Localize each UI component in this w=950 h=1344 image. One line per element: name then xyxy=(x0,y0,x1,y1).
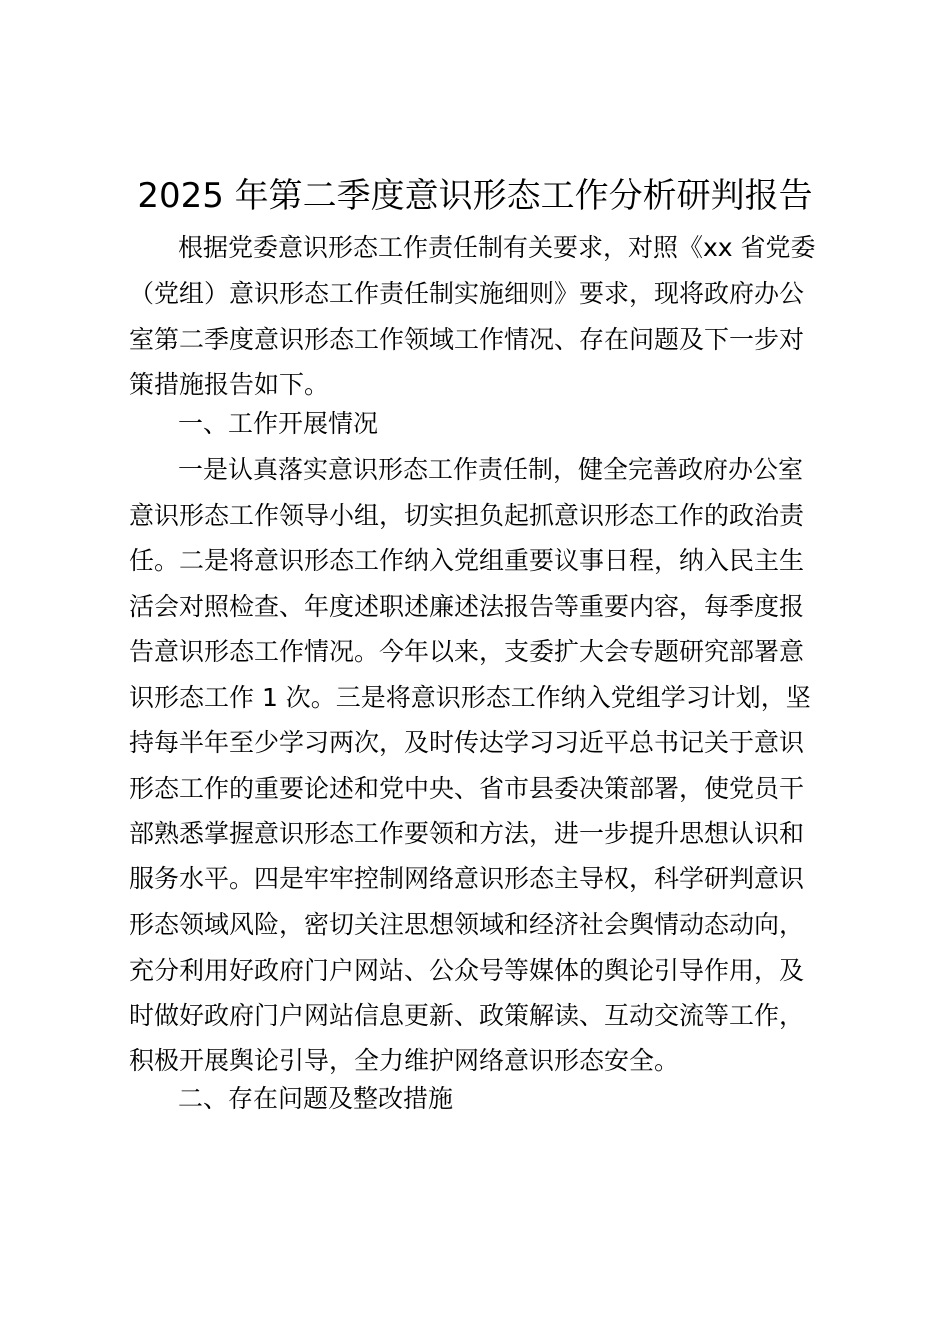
paragraph-line: 形态工作的重要论述和党中央、省市县委决策部署，使党员干 xyxy=(129,774,805,803)
paragraph-line: 积极开展舆论引导，全力维护网络意识形态安全。 xyxy=(129,1046,680,1075)
paragraph-line: （党组）意识形态工作责任制实施细则》要求，现将政府办公 xyxy=(129,279,805,308)
section-heading: 一、工作开展情况 xyxy=(178,409,379,438)
document-title: 2025 年第二季度意识形态工作分析研判报告 xyxy=(137,176,813,216)
paragraph-line: 活会对照检查、年度述职述廉述法报告等重要内容，每季度报 xyxy=(129,592,805,621)
paragraph-line: 服务水平。四是牢牢控制网络意识形态主导权，科学研判意识 xyxy=(129,864,805,893)
paragraph-line: 时做好政府门户网站信息更新、政策解读、互动交流等工作， xyxy=(129,1001,805,1030)
paragraph-line: 任。二是将意识形态工作纳入党组重要议事日程，纳入民主生 xyxy=(129,546,805,575)
paragraph-line: 识形态工作 1 次。三是将意识形态工作纳入党组学习计划，坚 xyxy=(129,683,811,712)
paragraph-line: 意识形态工作领导小组，切实担负起抓意识形态工作的政治责 xyxy=(129,501,805,530)
paragraph-line: 根据党委意识形态工作责任制有关要求，对照《xx 省党委 xyxy=(178,233,816,262)
paragraph-line: 一是认真落实意识形态工作责任制，健全完善政府办公室 xyxy=(178,455,804,484)
paragraph-line: 持每半年至少学习两次，及时传达学习习近平总书记关于意识 xyxy=(129,728,805,757)
paragraph-line: 部熟悉掌握意识形态工作要领和方法，进一步提升思想认识和 xyxy=(129,819,805,848)
paragraph-line: 充分利用好政府门户网站、公众号等媒体的舆论引导作用，及 xyxy=(129,956,805,985)
paragraph-line: 告意识形态工作情况。今年以来，支委扩大会专题研究部署意 xyxy=(129,637,805,666)
paragraph-line: 策措施报告如下。 xyxy=(129,370,330,399)
section-heading: 二、存在问题及整改措施 xyxy=(178,1084,454,1113)
paragraph-line: 形态领域风险，密切关注思想领域和经济社会舆情动态动向， xyxy=(129,910,805,939)
paragraph-line: 室第二季度意识形态工作领域工作情况、存在问题及下一步对 xyxy=(129,325,805,354)
